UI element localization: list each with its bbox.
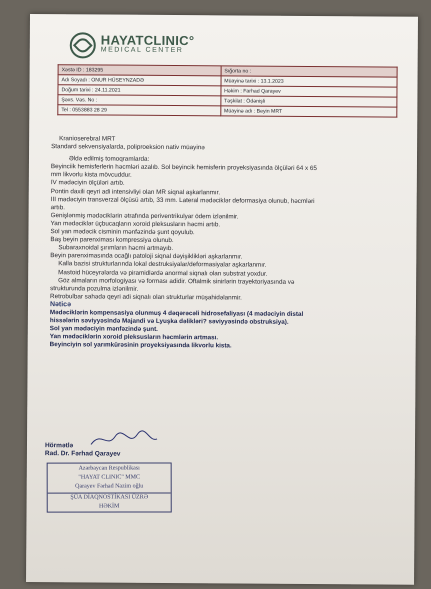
info-row (58, 105, 397, 117)
report-subheading: Standard sekvensiyalarda, poliproeksion nativ müayinə (51, 143, 205, 152)
conclusion-title: Nəticə (49, 301, 72, 309)
conclusion-list (50, 309, 400, 352)
finding-line: artıb. (50, 203, 66, 211)
info-cell: Həkim : Farhad Qarayev (221, 86, 397, 97)
info-cell: Şəxs. Vəs. No : (58, 95, 221, 106)
conclusion-line: hissələrin səviyyəsində Majandi və Lyuşka dəlikləri? səviyyəsində obstruksiya). (49, 317, 289, 326)
finding-line: Göz almaların morfologiyası və forması adidir. Oftalmik sinirlərin trayektoriyasında və (58, 276, 295, 286)
brand-subtitle: MEDICAL CENTER (100, 46, 184, 55)
info-cell: Doğum tarixi : 24.11.2021 (58, 85, 221, 96)
finding-line: Sol yan mədəcik cisminin mənfəzində şunt qoyulub. (50, 228, 195, 237)
report-heading: Kranioserebral MRT (59, 135, 116, 143)
finding-line: Baş beyin parenximası kompressiya olunub. (50, 236, 174, 245)
brand-name: HAYATCLINIC° (100, 32, 195, 49)
stamp-line: HƏKİM (99, 503, 120, 510)
signature-greeting: Hörmətlə (44, 442, 74, 450)
finding-line: Yan mədəciklər üçbucaqların xoroid pleksusların həcmi artıb. (50, 220, 221, 229)
info-cell: Sığorta no : (221, 66, 397, 77)
doctor-stamp (47, 462, 172, 512)
conclusion-line: Beyinciyin sol yarımkürəsinin proyeksiyasında likvorlu kista. (49, 341, 232, 350)
findings-list (50, 155, 401, 303)
finding-line: Mastoid hüceyrələrda və piramidlərdə anormal siqnalı olan substrat yoxdur. (58, 268, 268, 278)
finding-line: Beyin parenximasında ocağlı patoloji siqnal dəyişiklikləri aşkarlanmır. (50, 252, 243, 261)
finding-line: Retrobulbar sahədə qeyri adi siqnalı olan strukturlar müşahidəlanmir. (50, 292, 242, 302)
info-cell: Tel : 0553883 28 29 (58, 105, 221, 116)
signature-name: Rad. Dr. Fərhad Qarayev (44, 450, 121, 458)
info-cell: Təşkilat : Ödənişli (221, 96, 397, 107)
stamp-line: Qarayev Fərhad Nazim oğlu (75, 483, 144, 490)
conclusion-line: Yan mədəciklərin xoroid pleksusların həcmlərin artması. (49, 333, 219, 342)
finding-line: Beyinciik hemisferlerin həcmləri azalıb. Sol beyincik hemisferin proyeksiyasında ölçüləri 64 x 65 (50, 163, 317, 173)
finding-line: Pontin daxili qeyri adi intensivliyi olan MR siqnal aşkarlanmır. (50, 187, 221, 196)
finding-line: mm likvorlu kista mövcuddur. (50, 171, 132, 180)
report-paper (26, 14, 418, 585)
finding-line: Əldə edilmiş tomoqramlarda: (68, 155, 150, 164)
info-cell: Xəstə ID : 183295 (58, 65, 221, 76)
info-cell: Müayinə adı : Beyin MRT (221, 106, 397, 117)
conclusion-line: Mədəciklərin kompensasiya olunmuş 4 dəqərəcəli hidrosefaliyası (4 mədəciyin distal (49, 309, 304, 318)
finding-line: Genişlənmiş mədəciklərin ətrafında periventrikulyar ödem izlənilmir. (50, 211, 239, 221)
stamp-line: Azərbaycan Respublikası (78, 465, 140, 472)
handwritten-signature (89, 428, 159, 450)
clinic-logo (70, 32, 195, 59)
finding-line: IV mədəciyin ölçüləri artıb. (50, 179, 125, 188)
stamp-line: "HAYAT CLINIC" MMC (78, 474, 140, 481)
finding-line: Kalla bazisi strukturlarında lokal destruksiyalar/deformasiyalar aşkarlanmır. (58, 260, 267, 270)
finding-line: Subaraxnoidal şırımların həcmi artmayıb. (58, 244, 174, 253)
stamp-line: ŞÜA DİAQNOSTİKASI ÜZRƏ (48, 492, 171, 502)
info-cell: Adı Soyadı : ONUR HÜSEYNZADƏ (58, 75, 221, 86)
leaf-icon (70, 32, 96, 58)
conclusion-line: Sol yan mədəciyin mənfəzində şunt. (49, 325, 158, 334)
info-cell: Müayinə tarixi : 13.1.2023 (221, 76, 397, 87)
report-body (50, 135, 401, 352)
finding-line: III mədəciyin transverzal ölçüsü artıb, 33 mm. Lateral mədəciklər deformasiya olunub, həcmləri (50, 195, 315, 205)
patient-info-table (57, 64, 397, 117)
finding-line: strukturunda pozulma izlənilmir. (50, 284, 139, 293)
